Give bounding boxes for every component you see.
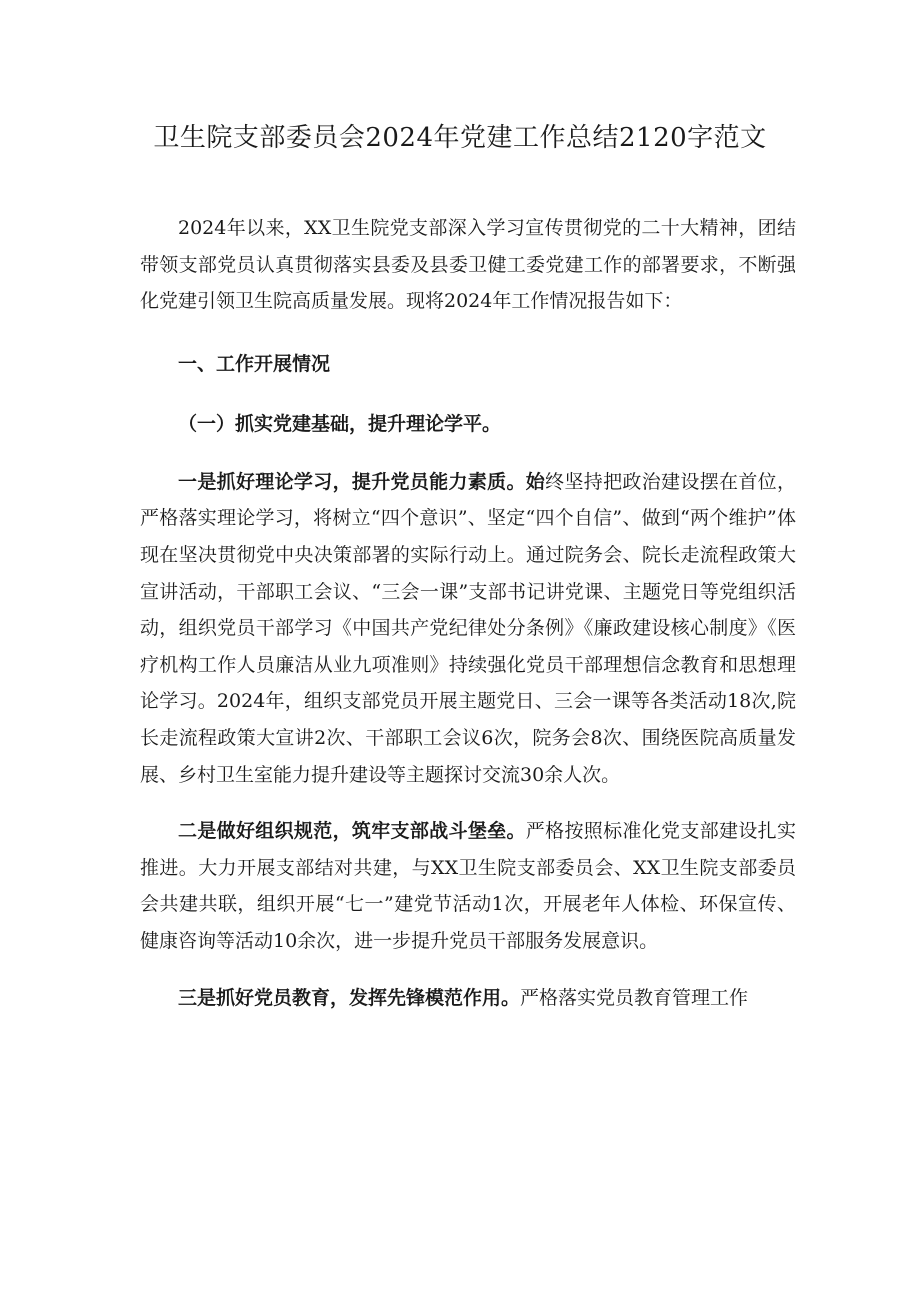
paragraph-text: 严格按照标准化党支部建设扎实推进。大力开展支部结对共建，与XX卫生院支部委员会、XX卫生院支部委员会共建共联，组织开展“七一”建党节活动1次，开展老年人体检、环保宣传、健康咨询等活动10余次，进一步提升党员干部服务发展意识。 [140,820,796,952]
paragraph-lead: 二是做好组织规范，筑牢支部战斗堡垒。 [178,820,526,843]
section-heading-work-status: 一、工作开展情况 [178,352,331,375]
document-body [140,210,796,1036]
paragraph-text: 终坚持把政治建设摆在首位，严格落实理论学习，将树立“四个意识”、坚定“四个自信”、做到“两个维护”体现在坚决贯彻党中央决策部署的实际行动上。通过院务会、院长走流程政策大宣讲活动，干部职工会议、“三会一课”支部书记讲党课、主题党日等党组织活动，组织党员干部学习《中国共产党纪律处分条例》《廉政建设核心制度》《医疗机构工作人员廉洁从业九项准则》持续强化党员干部理想信念教育和思想理论学习。2024年，组织支部党员开展主题党日、三会一课等各类活动18次,院长走流程政策大宣讲2次、干部职工会议6次，院务会8次、围绕医院高质量发展、乡村卫生室能力提升建设等主题探讨交流30余人次。 [140,470,796,786]
document-title: 卫生院支部委员会2024年党建工作总结2120字范文 [153,123,767,153]
paragraph-text: 严格落实党员教育管理工作 [520,986,749,1009]
paragraph-theory-study [140,464,796,793]
subsection-heading-party-foundation: （一）抓实党建基础，提升理论学平。 [178,412,502,435]
paragraph-member-education [140,980,796,1017]
paragraph-lead: 一是抓好理论学习，提升党员能力素质。始 [178,470,546,493]
paragraph-organization [140,813,796,959]
paragraph-lead: 三是抓好党员教育，发挥先锋模范作用。 [178,986,521,1009]
intro-paragraph: 2024年以来，XX卫生院党支部深入学习宣传贯彻党的二十大精神，团结带领支部党员认真贯彻落实县委及县委卫健工委党建工作的部署要求，不断强化党建引领卫生院高质量发展。现将2024年工作情况报告如下： [140,217,796,313]
